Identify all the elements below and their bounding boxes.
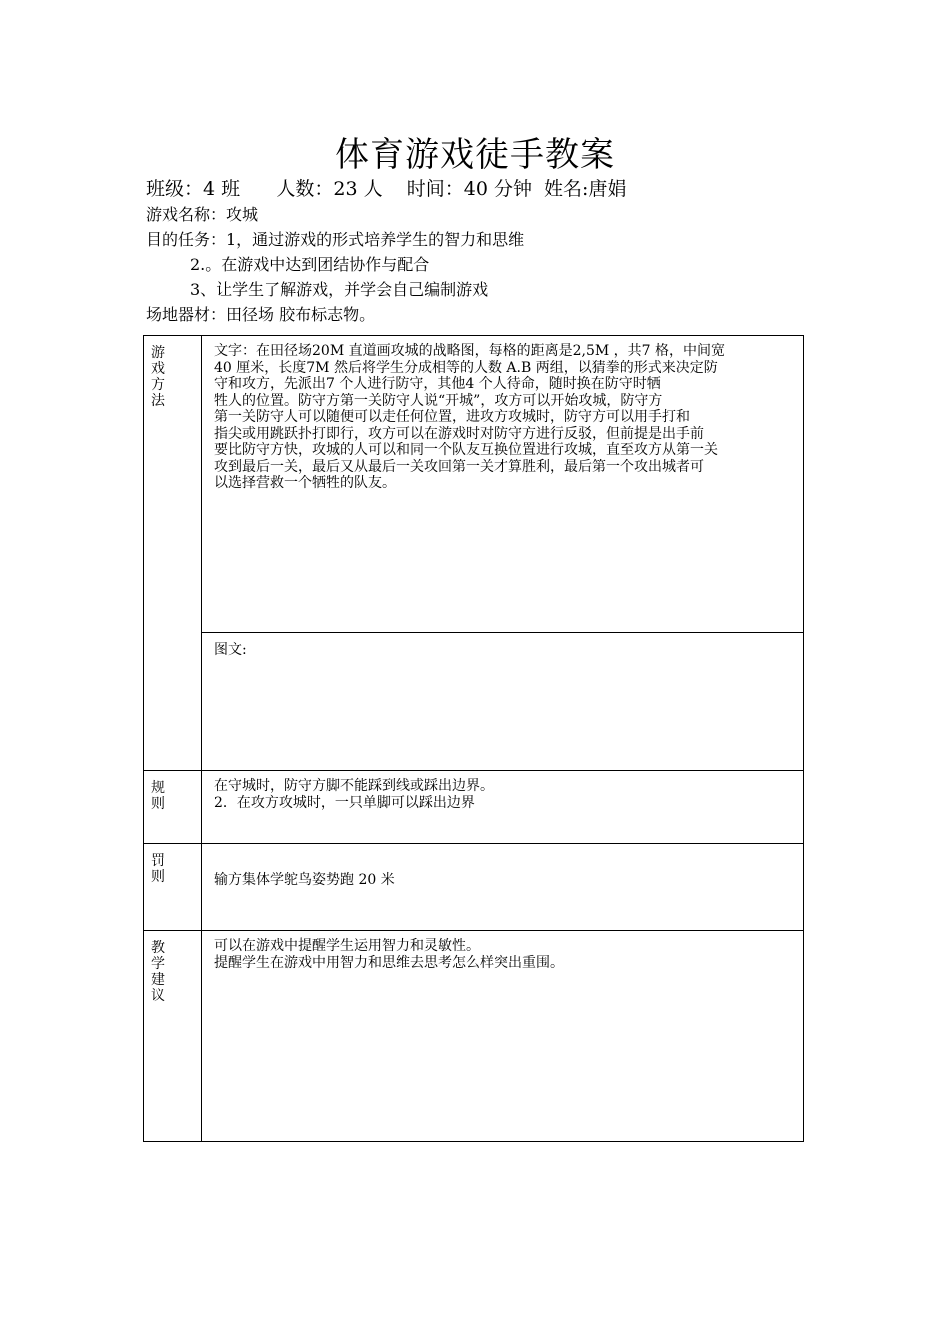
class-info-line: 班级：4 班 人数：23 人 时间：40 分钟 姓名:唐娟: [146, 178, 627, 200]
method-row: [144, 336, 804, 633]
method-label-cell: [144, 336, 202, 771]
penalty-text: 输方集体学鸵鸟姿势跑 20 米: [214, 872, 395, 888]
advice-label-cell: [144, 931, 202, 1142]
objective-2: 2.。在游戏中达到团结协作与配合: [190, 255, 430, 274]
advice-line: 可以在游戏中提醒学生运用智力和灵敏性。: [214, 938, 480, 954]
figure-row: [144, 633, 804, 771]
method-line: 牲人的位置。防守方第一关防守人说“开城”，攻方可以开始攻城，防守方: [214, 392, 663, 409]
method-line: 40 厘米，长度7M 然后将学生分成相等的人数 A.B 两组，以猜拳的形式来决定防: [214, 359, 718, 376]
method-line: 守和攻方，先派出7 个人进行防守，其他4 个人待命，随时换在防守时牺: [214, 376, 661, 392]
advice-line: 提醒学生在游戏中用智力和思维去思考怎么样突出重围。: [214, 954, 564, 971]
lesson-table: [143, 335, 804, 1142]
method-line: 要比防守方快，攻城的人可以和同一个队友互换位置进行攻城，直至攻方从第一关: [214, 442, 718, 458]
method-line: 以选择营救一个牺牲的队友。: [214, 475, 396, 491]
method-label: 游戏方法: [151, 345, 165, 409]
method-text-cell: [202, 336, 804, 633]
objective-3: 3、让学生了解游戏，并学会自己编制游戏: [190, 280, 489, 299]
game-name: 游戏名称：攻城: [146, 205, 259, 224]
equipment: 场地器材：田径场 胶布标志物。: [146, 305, 376, 324]
objective-1: 目的任务：1，通过游戏的形式培养学生的智力和思维: [146, 230, 525, 249]
page-title: 体育游戏徒手教案: [335, 135, 615, 175]
penalty-cell: [202, 844, 804, 931]
rule-line: 在守城时，防守方脚不能踩到线或踩出边界。: [214, 778, 494, 794]
figure-label: 图文:: [214, 642, 247, 658]
method-line: 文字：在田径场20M 直道画攻城的战略图，每格的距离是2,5M ，共7 格，中间宽: [214, 343, 726, 359]
figure-cell: [202, 633, 804, 771]
penalty-label: 罚则: [151, 853, 165, 885]
penalty-row: [144, 844, 804, 931]
rules-label-cell: [144, 771, 202, 844]
rules-cell: [202, 771, 804, 844]
method-text: [202, 336, 803, 492]
penalty-label-cell: [144, 844, 202, 931]
rules-label: 规则: [151, 780, 165, 812]
advice-cell: [202, 931, 804, 1142]
advice-text: [202, 931, 803, 971]
method-line: 指尖或用跳跃扑打即行，攻方可以在游戏时对防守方进行反驳，但前提是出手前: [214, 425, 704, 442]
advice-label: 教学建议: [151, 940, 165, 1004]
method-line: 第一关防守人可以随便可以走任何位置，进攻方攻城时，防守方可以用手打和: [214, 409, 690, 425]
rules-row: [144, 771, 804, 844]
advice-row: [144, 931, 804, 1142]
rule-line: 2．在攻方攻城时，一只单脚可以踩出边界: [214, 794, 475, 811]
rules-text: [202, 771, 803, 811]
method-line: 攻到最后一关，最后又从最后一关攻回第一关才算胜利，最后第一个攻出城者可: [214, 458, 704, 475]
